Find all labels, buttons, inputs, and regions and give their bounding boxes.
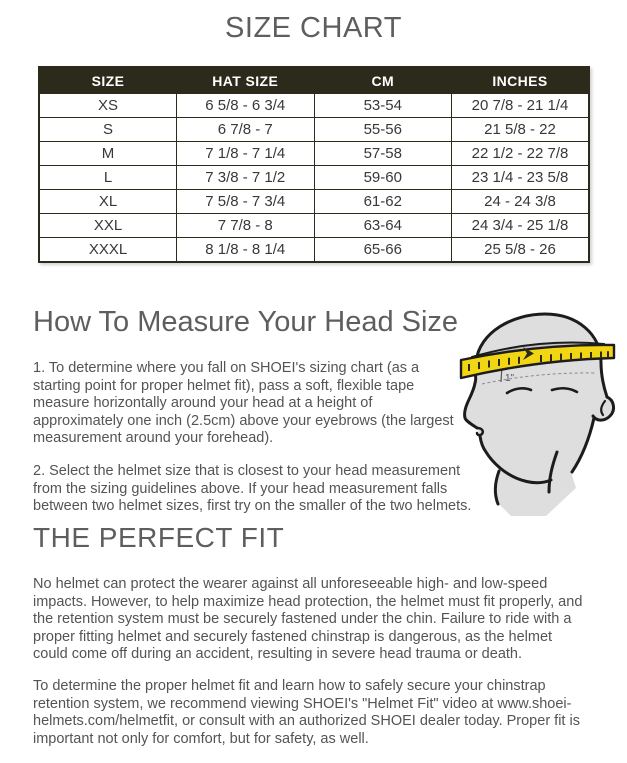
cell-cm: 61-62 (314, 190, 452, 214)
cell-inches: 24 - 24 3/8 (452, 190, 590, 214)
head-measure-diagram (455, 302, 625, 527)
measure-section-heading: How To Measure Your Head Size (33, 306, 459, 338)
cell-inches: 22 1/2 - 22 7/8 (452, 142, 590, 166)
size-chart-table-container (38, 66, 590, 263)
size-chart-table-body (39, 94, 589, 263)
table-row (39, 238, 589, 263)
page-title: SIZE CHART (225, 12, 402, 44)
cell-size: XXL (39, 214, 177, 238)
cell-cm: 53-54 (314, 94, 452, 118)
fit-section-heading: THE PERFECT FIT (33, 522, 285, 553)
measure-step-2: 2. Select the helmet size that is closest to your head measurement from the sizing guidelines above. If your head measurement falls between two helmet sizes, first try on the smaller of the two helmets. (33, 463, 472, 514)
cell-cm: 57-58 (314, 142, 452, 166)
cell-size: S (39, 118, 177, 142)
one-inch-label: 1" (505, 373, 515, 384)
fit-paragraph-1: No helmet can protect the wearer against all unforeseeable high- and low-speed impacts. However, to help maximize head protection, the helmet must fit properly, and the retention system must be securely fastened under the chin. Failure to ride with a proper fitting helmet and securely fastened chinstrap is dangerous, as the helmet could come off during an accident, resulting in severe head trauma or death. (33, 576, 583, 662)
cell-hat-size: 7 5/8 - 7 3/4 (177, 190, 315, 214)
cell-hat-size: 7 1/8 - 7 1/4 (177, 142, 315, 166)
cell-cm: 59-60 (314, 166, 452, 190)
col-header-hat-size: HAT SIZE (177, 67, 315, 94)
cell-hat-size: 7 3/8 - 7 1/2 (177, 166, 315, 190)
cell-inches: 21 5/8 - 22 (452, 118, 590, 142)
size-chart-table-head (39, 67, 589, 94)
table-row (39, 190, 589, 214)
cell-size: L (39, 166, 177, 190)
cell-size: M (39, 142, 177, 166)
cell-cm: 63-64 (314, 214, 452, 238)
col-header-size: SIZE (39, 67, 177, 94)
col-header-cm: CM (314, 67, 452, 94)
table-row (39, 166, 589, 190)
cell-hat-size: 6 5/8 - 6 3/4 (177, 94, 315, 118)
cell-hat-size: 6 7/8 - 7 (177, 118, 315, 142)
cell-hat-size: 8 1/8 - 8 1/4 (177, 238, 315, 263)
cell-inches: 25 5/8 - 26 (452, 238, 590, 263)
cell-cm: 65-66 (314, 238, 452, 263)
size-chart-table (38, 66, 590, 263)
cell-cm: 55-56 (314, 118, 452, 142)
col-header-inches: INCHES (452, 67, 590, 94)
cell-inches: 23 1/4 - 23 5/8 (452, 166, 590, 190)
table-row (39, 118, 589, 142)
head-measure-illustration (455, 302, 625, 527)
table-row (39, 142, 589, 166)
cell-size: XS (39, 94, 177, 118)
fit-paragraph-2: To determine the proper helmet fit and learn how to safely secure your chinstrap retention system, we recommend viewing SHOEI's "Helmet Fit" video at www.shoei-helmets.com/helmetfit, or consult with an authorized SHOEI dealer today. Proper fit is important not only for comfort, but for safety, as well. (33, 678, 580, 747)
cell-size: XXXL (39, 238, 177, 263)
measure-step-1: 1. To determine where you fall on SHOEI's sizing chart (as a starting point for proper helmet fit), pass a soft, flexible tape measure horizontally around your head at a height of approximately one inch (2.5cm) above your eyebrows (the largest measurement around your forehead). (33, 360, 454, 446)
table-row (39, 214, 589, 238)
header-row (39, 67, 589, 94)
cell-inches: 24 3/4 - 25 1/8 (452, 214, 590, 238)
table-row (39, 94, 589, 118)
cell-inches: 20 7/8 - 21 1/4 (452, 94, 590, 118)
cell-size: XL (39, 190, 177, 214)
cell-hat-size: 7 7/8 - 8 (177, 214, 315, 238)
